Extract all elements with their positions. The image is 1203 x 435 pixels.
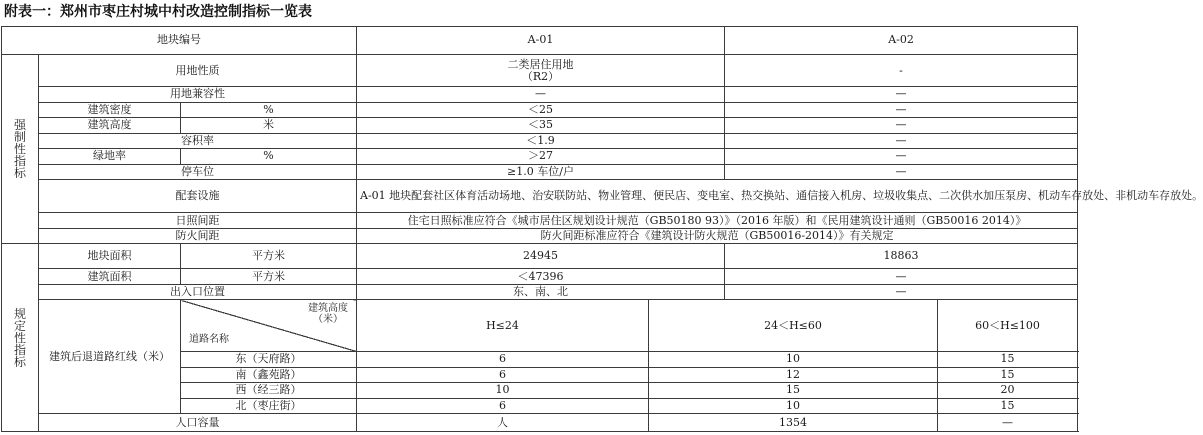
setback-value: 10	[649, 398, 938, 414]
setback-value: 15	[938, 398, 1078, 414]
built-area-a01: ＜47396	[357, 269, 725, 285]
setback-value: 10	[649, 352, 938, 368]
facilities-value: A-01 地块配套社区体育活动场地、治安联防站、物业管理、便民店、变电室、热交换站、通信接入机房、垃圾收集点、二次供水加压泵房、机动车存放处、非机动车存放处。	[357, 180, 1078, 213]
facilities-label: 配套设施	[39, 180, 357, 213]
population-row	[2, 414, 1078, 432]
setback-value: 6	[357, 352, 649, 368]
setback-col-2: 24＜H≤60	[649, 300, 938, 352]
setback-diagonal-header	[181, 300, 357, 352]
fire-label: 防火间距	[39, 228, 357, 244]
density-row	[2, 102, 1078, 118]
land-compat-row	[2, 87, 1078, 103]
far-label: 容积率	[39, 133, 357, 149]
parking-a02: —	[725, 164, 1078, 180]
plot-area-unit: 平方米	[181, 244, 357, 269]
green-unit: %	[181, 149, 357, 165]
diag-height-label: 建筑高度 （米）	[308, 303, 348, 326]
parking-row	[2, 164, 1078, 180]
page-title: 附表一：郑州市枣庄村城中村改造控制指标一览表	[4, 4, 312, 20]
far-a01: ＜1.9	[357, 133, 725, 149]
setback-col-1: H≤24	[357, 300, 649, 352]
sunlight-label: 日照间距	[39, 213, 357, 229]
parking-a01: ≥1.0 车位/户	[357, 164, 725, 180]
road-name: 南（鑫苑路）	[181, 367, 357, 383]
fire-row	[2, 228, 1078, 244]
land-compat-label: 用地兼容性	[39, 87, 357, 103]
setback-value: 6	[357, 367, 649, 383]
height-label: 建筑高度	[39, 118, 181, 134]
parking-label: 停车位	[39, 164, 357, 180]
land-use-row	[2, 54, 1078, 86]
setback-value: 20	[938, 383, 1078, 399]
built-area-a02: —	[725, 269, 1078, 285]
height-row	[2, 118, 1078, 134]
control-index-table	[1, 26, 1203, 432]
plot-area-row	[2, 244, 1078, 269]
land-compat-a02: —	[725, 87, 1078, 103]
setback-value: 15	[649, 383, 938, 399]
density-a02: —	[725, 102, 1078, 118]
plot-area-label: 地块面积	[39, 244, 181, 269]
built-area-label: 建筑面积	[39, 269, 181, 285]
green-row	[2, 149, 1078, 165]
road-name: 东（天府路）	[181, 352, 357, 368]
entrance-a02: —	[725, 284, 1078, 300]
height-a01: ＜35	[357, 118, 725, 134]
setback-value: 12	[649, 367, 938, 383]
setback-value: 15	[938, 352, 1078, 368]
built-area-unit: 平方米	[181, 269, 357, 285]
setback-value: 6	[357, 398, 649, 414]
a02-header: A-02	[725, 27, 1078, 55]
entrance-a01: 东、南、北	[357, 284, 725, 300]
plot-no-header: 地块编号	[2, 27, 357, 55]
entrance-row	[2, 284, 1078, 300]
setback-value: 15	[938, 367, 1078, 383]
facilities-row	[2, 180, 1078, 213]
density-a01: ＜25	[357, 102, 725, 118]
fire-value: 防火间距标准应符合《建筑设计防火规范（GB50016-2014）》有关规定	[357, 228, 1078, 244]
plot-area-a01: 24945	[357, 244, 725, 269]
land-use-label: 用地性质	[39, 54, 357, 86]
built-area-row	[2, 269, 1078, 285]
header-row	[2, 27, 1078, 55]
land-use-a02: -	[725, 54, 1078, 86]
setback-col-3: 60＜H≤100	[938, 300, 1078, 352]
far-row	[2, 133, 1078, 149]
population-a02: —	[938, 414, 1078, 432]
road-name: 西（经三路）	[181, 383, 357, 399]
setback-label: 建筑后退道路红线（米）	[39, 300, 181, 414]
green-label: 绿地率	[39, 149, 181, 165]
a01-header: A-01	[357, 27, 725, 55]
setback-header-row	[2, 300, 1078, 352]
land-compat-a01: —	[357, 87, 725, 103]
sunlight-row	[2, 213, 1078, 229]
land-use-a01: 二类居住用地 （R2）	[357, 54, 725, 86]
regulatory-section-label: 规 定 性 指 标	[2, 244, 39, 432]
plot-area-a02: 18863	[725, 244, 1078, 269]
density-unit: %	[181, 102, 357, 118]
height-a02: —	[725, 118, 1078, 134]
density-label: 建筑密度	[39, 102, 181, 118]
road-name: 北（枣庄街）	[181, 398, 357, 414]
far-a02: —	[725, 133, 1078, 149]
population-label: 人口容量	[39, 414, 357, 432]
height-unit: 米	[181, 118, 357, 134]
mandatory-section-label: 强 制 性 指 标	[2, 54, 39, 244]
setback-value: 10	[357, 383, 649, 399]
entrance-label: 出入口位置	[39, 284, 357, 300]
diag-road-label: 道路名称	[189, 334, 229, 346]
population-unit: 人	[357, 414, 649, 432]
green-a02: —	[725, 149, 1078, 165]
green-a01: ＞27	[357, 149, 725, 165]
population-a01: 1354	[649, 414, 938, 432]
sunlight-value: 住宅日照标准应符合《城市居住区规划设计规范（GB50180 93）》（2016 年版）和《民用建筑设计通则（GB50016 2014）》	[357, 213, 1078, 229]
